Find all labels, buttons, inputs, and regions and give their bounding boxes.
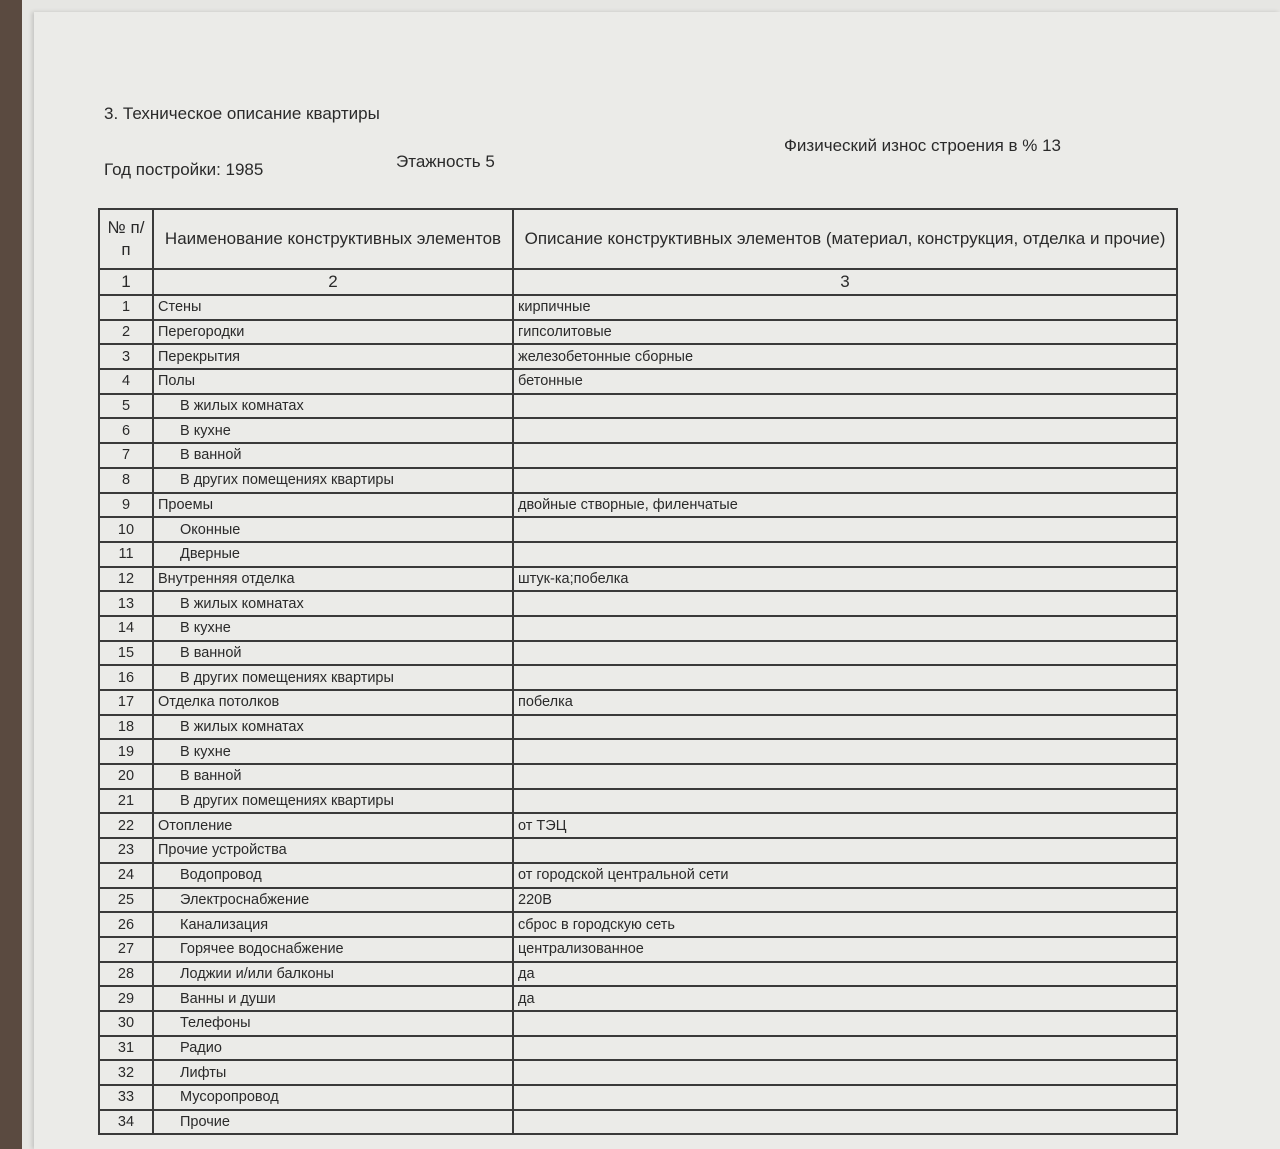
header-number: № п/п [99,209,153,269]
row-description: централизованное [513,937,1177,962]
row-element-name: Электроснабжение [153,888,513,913]
row-element-name: Внутренняя отделка [153,567,513,592]
row-number: 1 [99,295,153,320]
floor-count: Этажность 5 [396,152,495,171]
row-element-name: Дверные [153,542,513,567]
row-number: 16 [99,665,153,690]
table-row [99,320,1177,345]
physical-wear: Физический износ строения в % 13 [784,136,1061,155]
table-row [99,962,1177,987]
row-description: от ТЭЦ [513,813,1177,838]
row-number: 20 [99,764,153,789]
row-description [513,739,1177,764]
row-description: железобетонные сборные [513,344,1177,369]
row-description [513,394,1177,419]
row-description: да [513,962,1177,987]
row-element-name: Радио [153,1036,513,1061]
table-body [99,295,1177,1134]
table-row [99,493,1177,518]
row-number: 24 [99,863,153,888]
table-row [99,937,1177,962]
row-element-name: В кухне [153,739,513,764]
row-element-name: Перегородки [153,320,513,345]
row-number: 32 [99,1060,153,1085]
row-element-name: В ванной [153,764,513,789]
table-row [99,468,1177,493]
row-number: 11 [99,542,153,567]
row-element-name: Лифты [153,1060,513,1085]
row-description: кирпичные [513,295,1177,320]
table-row [99,369,1177,394]
row-number: 21 [99,789,153,814]
row-number: 17 [99,690,153,715]
table-row [99,739,1177,764]
row-number: 22 [99,813,153,838]
row-description [513,542,1177,567]
row-number: 28 [99,962,153,987]
row-element-name: В других помещениях квартиры [153,468,513,493]
row-number: 30 [99,1011,153,1036]
row-element-name: Прочие [153,1110,513,1135]
row-element-name: Водопровод [153,863,513,888]
row-number: 26 [99,912,153,937]
row-description: гипсолитовые [513,320,1177,345]
row-description: бетонные [513,369,1177,394]
row-element-name: Горячее водоснабжение [153,937,513,962]
row-description [513,517,1177,542]
row-number: 4 [99,369,153,394]
row-description [513,715,1177,740]
row-number: 6 [99,418,153,443]
table-row [99,813,1177,838]
row-number: 9 [99,493,153,518]
row-description: штук-ка;побелка [513,567,1177,592]
row-number: 3 [99,344,153,369]
col-number-3: 3 [513,269,1177,295]
row-element-name: В других помещениях квартиры [153,789,513,814]
table-row [99,616,1177,641]
table-row [99,394,1177,419]
table-row [99,1110,1177,1135]
row-number: 19 [99,739,153,764]
section-title: 3. Техническое описание квартиры [104,104,380,123]
table-row [99,665,1177,690]
row-number: 7 [99,443,153,468]
row-number: 5 [99,394,153,419]
row-description: сброс в городскую сеть [513,912,1177,937]
construction-year: Год постройки: 1985 [104,160,264,179]
column-number-row [99,269,1177,295]
row-description: да [513,986,1177,1011]
row-element-name: В жилых комнатах [153,591,513,616]
row-description [513,641,1177,666]
row-description [513,1085,1177,1110]
table-row [99,1011,1177,1036]
table-row [99,1060,1177,1085]
table-row [99,567,1177,592]
row-number: 29 [99,986,153,1011]
row-element-name: В кухне [153,616,513,641]
row-number: 14 [99,616,153,641]
row-description [513,838,1177,863]
row-element-name: Проемы [153,493,513,518]
table-row [99,1085,1177,1110]
row-description: от городской центральной сети [513,863,1177,888]
row-description: побелка [513,690,1177,715]
row-element-name: В ванной [153,641,513,666]
row-element-name: Отделка потолков [153,690,513,715]
table-row [99,344,1177,369]
row-number: 33 [99,1085,153,1110]
table-row [99,888,1177,913]
row-element-name: Отопление [153,813,513,838]
col-number-2: 2 [153,269,513,295]
table-row [99,418,1177,443]
row-number: 13 [99,591,153,616]
table-row [99,443,1177,468]
row-description [513,764,1177,789]
row-number: 27 [99,937,153,962]
row-description [513,418,1177,443]
row-element-name: Перекрытия [153,344,513,369]
row-element-name: Канализация [153,912,513,937]
row-number: 18 [99,715,153,740]
table-row [99,542,1177,567]
header-description: Описание конструктивных элементов (материал, конструкция, отделка и прочие) [513,209,1177,269]
row-description [513,443,1177,468]
row-number: 12 [99,567,153,592]
row-element-name: Прочие устройства [153,838,513,863]
row-description [513,665,1177,690]
table-row [99,641,1177,666]
row-description [513,591,1177,616]
row-description: 220В [513,888,1177,913]
table-row [99,863,1177,888]
table-row [99,517,1177,542]
row-element-name: В других помещениях квартиры [153,665,513,690]
row-element-name: В жилых комнатах [153,715,513,740]
row-element-name: Лоджии и/или балконы [153,962,513,987]
row-element-name: Стены [153,295,513,320]
row-number: 34 [99,1110,153,1135]
row-element-name: Оконные [153,517,513,542]
row-description [513,616,1177,641]
table-row [99,838,1177,863]
row-description [513,789,1177,814]
row-description: двойные створные, филенчатые [513,493,1177,518]
row-number: 23 [99,838,153,863]
table-row [99,986,1177,1011]
row-number: 31 [99,1036,153,1061]
table-row [99,591,1177,616]
row-number: 10 [99,517,153,542]
table-row [99,715,1177,740]
table-row [99,912,1177,937]
row-element-name: Ванны и души [153,986,513,1011]
row-description [513,1011,1177,1036]
construction-elements-table [98,208,1178,1135]
row-description [513,468,1177,493]
row-description [513,1060,1177,1085]
header-element-name: Наименование конструктивных элементов [153,209,513,269]
row-number: 25 [99,888,153,913]
row-element-name: Полы [153,369,513,394]
row-number: 15 [99,641,153,666]
row-description [513,1110,1177,1135]
row-number: 8 [99,468,153,493]
col-number-1: 1 [99,269,153,295]
table-row [99,295,1177,320]
row-number: 2 [99,320,153,345]
row-element-name: Телефоны [153,1011,513,1036]
header-row [99,209,1177,269]
row-description [513,1036,1177,1061]
row-element-name: Мусоропровод [153,1085,513,1110]
table-row [99,1036,1177,1061]
row-element-name: В кухне [153,418,513,443]
table-row [99,789,1177,814]
row-element-name: В жилых комнатах [153,394,513,419]
table-row [99,690,1177,715]
table-row [99,764,1177,789]
row-element-name: В ванной [153,443,513,468]
